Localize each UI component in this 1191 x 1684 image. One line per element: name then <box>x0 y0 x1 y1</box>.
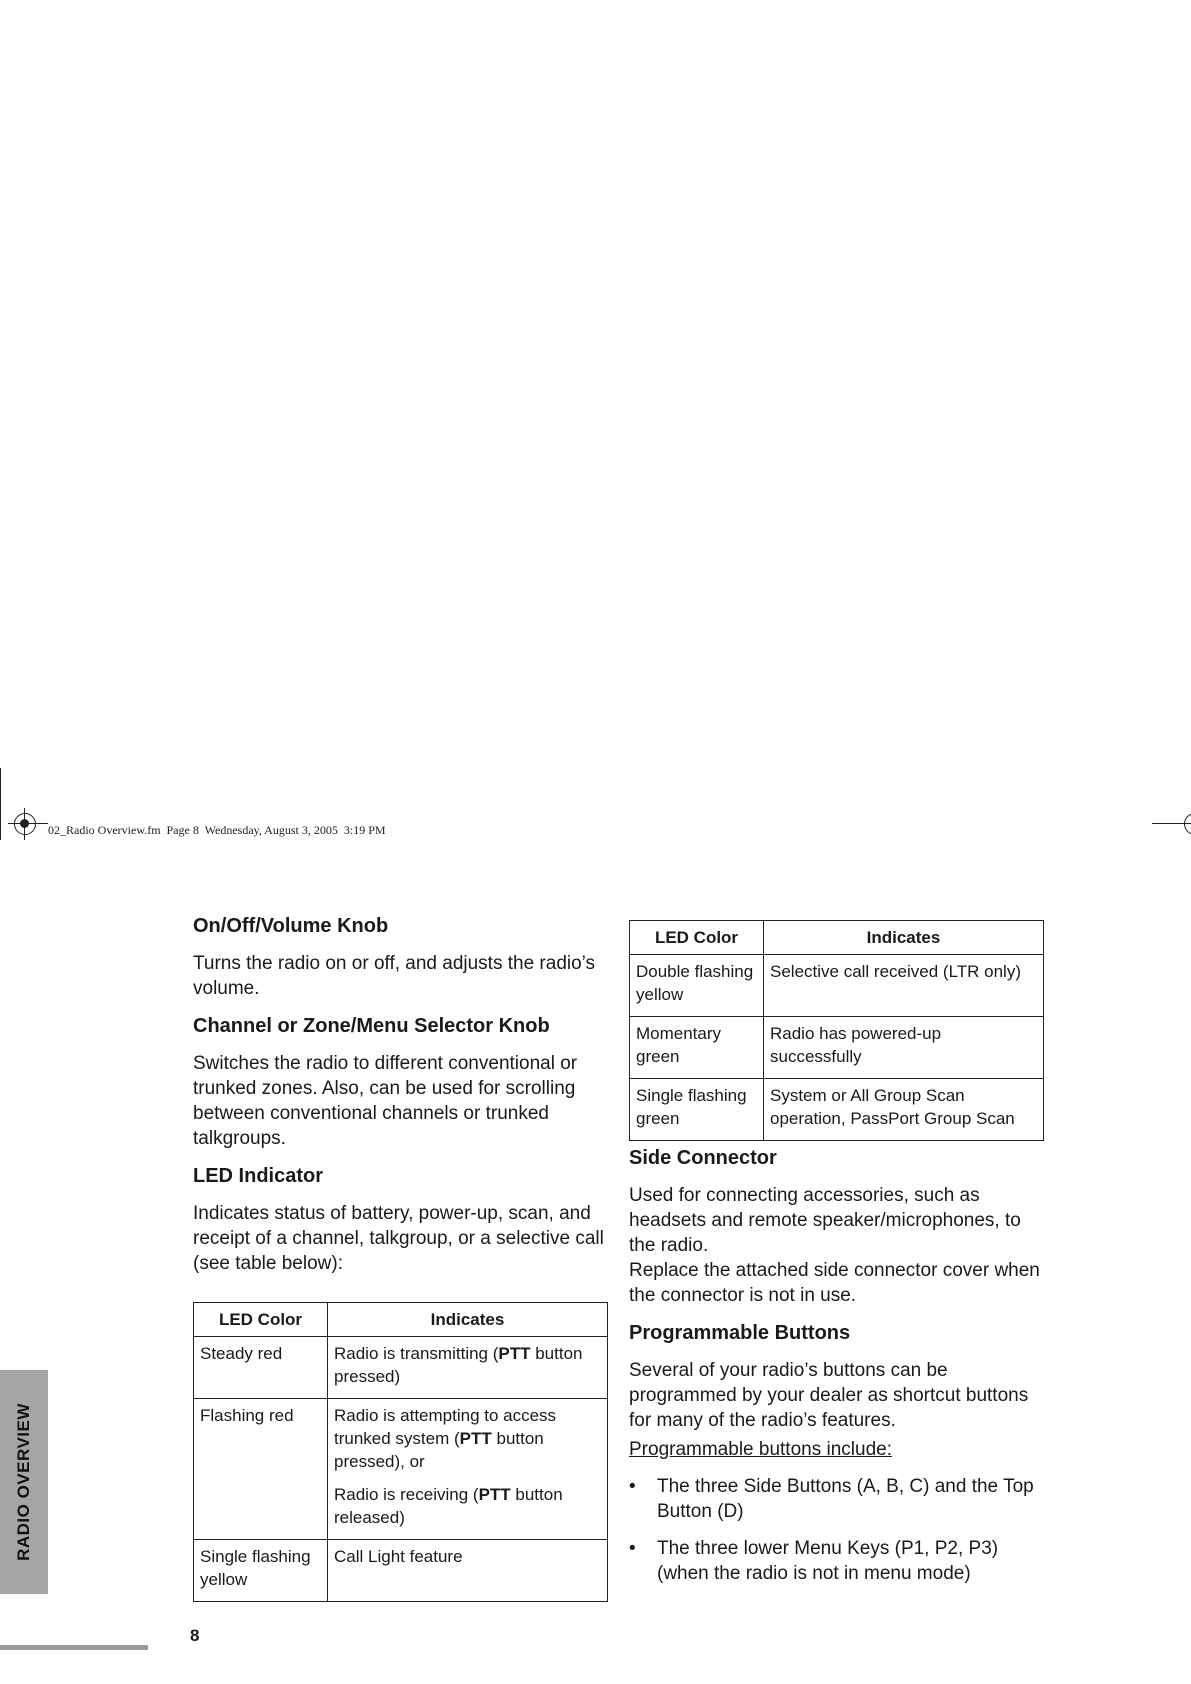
indicates-text: Radio is attempting to access trunked system ( <box>334 1406 557 1448</box>
page-number: 8 <box>190 1626 200 1645</box>
indicates-line <box>334 1404 601 1473</box>
indicates-cell: Radio has powered-up successfully <box>764 1017 1044 1079</box>
footer-bar <box>0 1645 148 1650</box>
table-header-indicates: Indicates <box>764 921 1044 955</box>
text-volume-knob: Turns the radio on or off, and adjusts the radio’s volume. <box>193 953 596 999</box>
bullet-icon: • <box>629 1538 636 1559</box>
print-header: 02_Radio Overview.fm Page 8 Wednesday, August 3, 2005 3:19 PM <box>48 823 386 837</box>
table-header-indicates: Indicates <box>328 1303 608 1337</box>
table-row <box>630 1079 1044 1141</box>
indicates-text: Radio is receiving ( <box>334 1485 479 1504</box>
table-row <box>630 1017 1044 1079</box>
table-header-led-color: LED Color <box>630 921 764 955</box>
indicates-text: button released) <box>334 1485 563 1527</box>
table-row <box>194 1399 608 1540</box>
led-color-cell: Momentary green <box>630 1017 764 1079</box>
side-tab-label: RADIO OVERVIEW <box>14 1403 33 1561</box>
list-item-text: The three lower Menu Keys (P1, P2, P3) (when the radio is not in menu mode) <box>657 1538 999 1584</box>
indicates-text: Radio is transmitting ( <box>334 1344 499 1363</box>
list-item <box>629 1536 1049 1586</box>
heading-selector-knob: Channel or Zone/Menu Selector Knob <box>193 1015 550 1037</box>
led-color-cell: Steady red <box>194 1337 328 1399</box>
heading-programmable-buttons: Programmable Buttons <box>629 1322 851 1344</box>
list-item <box>629 1474 1049 1524</box>
heading-led-indicator: LED Indicator <box>193 1165 324 1187</box>
list-item-text: The three Side Buttons (A, B, C) and the Top Button (D) <box>657 1476 1034 1522</box>
right-column <box>629 1146 1049 1598</box>
left-column <box>193 914 608 1289</box>
text-programmable-buttons: Several of your radio’s buttons can be programmed by your dealer as shortcut buttons for many of the radio’s features. <box>629 1360 1029 1431</box>
table-header-led-color: LED Color <box>194 1303 328 1337</box>
led-color-cell: Single flashing green <box>630 1079 764 1141</box>
led-color-cell: Double flashing yellow <box>630 955 764 1017</box>
indicates-cell <box>328 1337 608 1399</box>
led-color-cell: Flashing red <box>194 1399 328 1540</box>
led-table-2 <box>629 920 1044 1141</box>
ptt-label: PTT <box>478 1485 511 1504</box>
table-row <box>194 1337 608 1399</box>
registration-target-right-icon <box>1184 813 1191 835</box>
text-side-connector-cover: Replace the attached side connector cover when the connector is not in use. <box>629 1260 1040 1306</box>
text-led-indicator: Indicates status of battery, power-up, scan, and receipt of a channel, talkgroup, or a selective call (see table below): <box>193 1203 604 1274</box>
programmable-list-heading: Programmable buttons include: <box>629 1439 892 1460</box>
ptt-label: PTT <box>498 1344 531 1363</box>
indicates-cell: Call Light feature <box>328 1540 608 1602</box>
crop-mark-left-vertical <box>0 768 1 840</box>
text-side-connector: Used for connecting accessories, such as headsets and remote speaker/microphones, to the radio. <box>629 1185 1021 1256</box>
ptt-label: PTT <box>459 1429 492 1448</box>
table-row <box>194 1540 608 1602</box>
indicates-text: button pressed), or <box>334 1429 544 1471</box>
led-table-1 <box>193 1302 608 1602</box>
table-header-row <box>630 921 1044 955</box>
indicates-cell: System or All Group Scan operation, PassPort Group Scan <box>764 1079 1044 1141</box>
text-selector-knob: Switches the radio to different conventional or trunked zones. Also, can be used for scrolling between conventional channels or trunked talkgroups. <box>193 1053 578 1149</box>
led-color-cell: Single flashing yellow <box>194 1540 328 1602</box>
indicates-cell <box>328 1399 608 1540</box>
table-header-row <box>194 1303 608 1337</box>
heading-side-connector: Side Connector <box>629 1147 777 1169</box>
heading-volume-knob: On/Off/Volume Knob <box>193 915 389 937</box>
programmable-buttons-list <box>629 1474 1049 1586</box>
table-row <box>630 955 1044 1017</box>
indicates-line <box>334 1483 601 1529</box>
bullet-icon: • <box>629 1476 636 1497</box>
indicates-cell: Selective call received (LTR only) <box>764 955 1044 1017</box>
registration-dot <box>20 819 29 828</box>
indicates-text: button pressed) <box>334 1344 583 1386</box>
